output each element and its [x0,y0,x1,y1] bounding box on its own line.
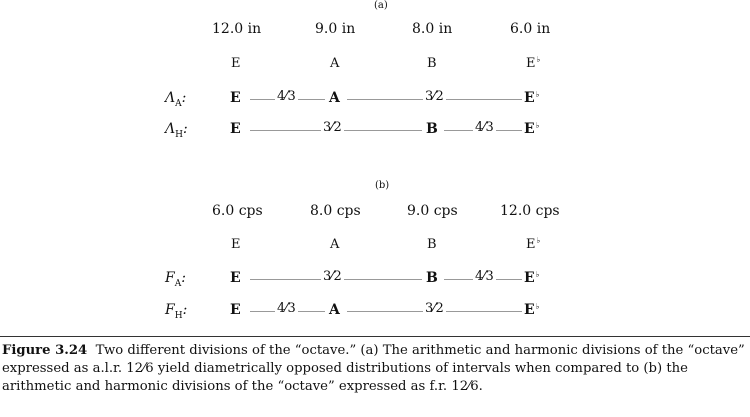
ratio-fourth: 4⁄3 [475,120,494,135]
freq-e: 6.0 cps [212,203,263,219]
flat-sign: ♭ [535,120,540,130]
node-e-flat: E♭ [524,269,540,286]
length-a: 9.0 in [315,21,356,37]
note-e: E [231,56,241,71]
ratio-fifth: 3⁄2 [425,89,444,104]
lambda-h-label: $\Lambda_H$: [165,121,188,140]
note-a: A [330,56,340,71]
note-a: A [330,237,340,252]
note-b: B [427,56,437,71]
node-e: E [230,121,241,137]
part-b-label: (b) [375,180,390,191]
note-e-flat: E♭ [526,236,541,252]
f-h-label: $F_H$: [165,302,188,321]
node-e: E [230,90,241,106]
ratio-fifth: 3⁄2 [323,269,342,284]
node-a: A [329,302,340,318]
flat-sign: ♭ [535,301,540,311]
length-e-flat: 6.0 in [510,21,551,37]
figure-number: Figure 3.24 [2,343,88,358]
node-a: A [329,90,340,106]
freq-a: 8.0 cps [310,203,361,219]
ratio-fifth: 3⁄2 [425,301,444,316]
node-e: E [230,302,241,318]
node-e-flat: E♭ [524,301,540,318]
ratio-fourth: 4⁄3 [277,301,296,316]
ratio-fourth: 4⁄3 [277,89,296,104]
part-a-label: (a) [374,0,388,11]
ratio-fourth: 4⁄3 [475,269,494,284]
caption-rule [0,336,750,337]
lambda-a-label: $\Lambda_A$: [165,90,187,109]
node-b: B [426,270,438,286]
flat-sign: ♭ [535,269,540,279]
node-e: E [230,270,241,286]
figure-caption [2,342,748,396]
freq-e-flat: 12.0 cps [500,203,560,219]
flat-sign: ♭ [536,55,541,64]
note-e-flat: E♭ [526,55,541,71]
node-b: B [426,121,438,137]
flat-sign: ♭ [535,89,540,99]
length-b: 8.0 in [412,21,453,37]
note-e: E [231,237,241,252]
node-e-flat: E♭ [524,120,540,137]
length-e: 12.0 in [212,21,262,37]
ratio-fifth: 3⁄2 [323,120,342,135]
caption-text: Two different divisions of the “octave.” (a) The arithmetic and harmonic divisions of the “octave” expressed as a.l.r. 12⁄6 yield diametrically opposed distributions of intervals when compared to (b) the arithmetic and harmonic divisions of the “octave” expressed as f.r. 12⁄6. [2,343,745,394]
note-b: B [427,237,437,252]
node-e-flat: E♭ [524,89,540,106]
flat-sign: ♭ [536,236,541,245]
freq-b: 9.0 cps [407,203,458,219]
f-a-label: $F_A$: [165,270,186,289]
